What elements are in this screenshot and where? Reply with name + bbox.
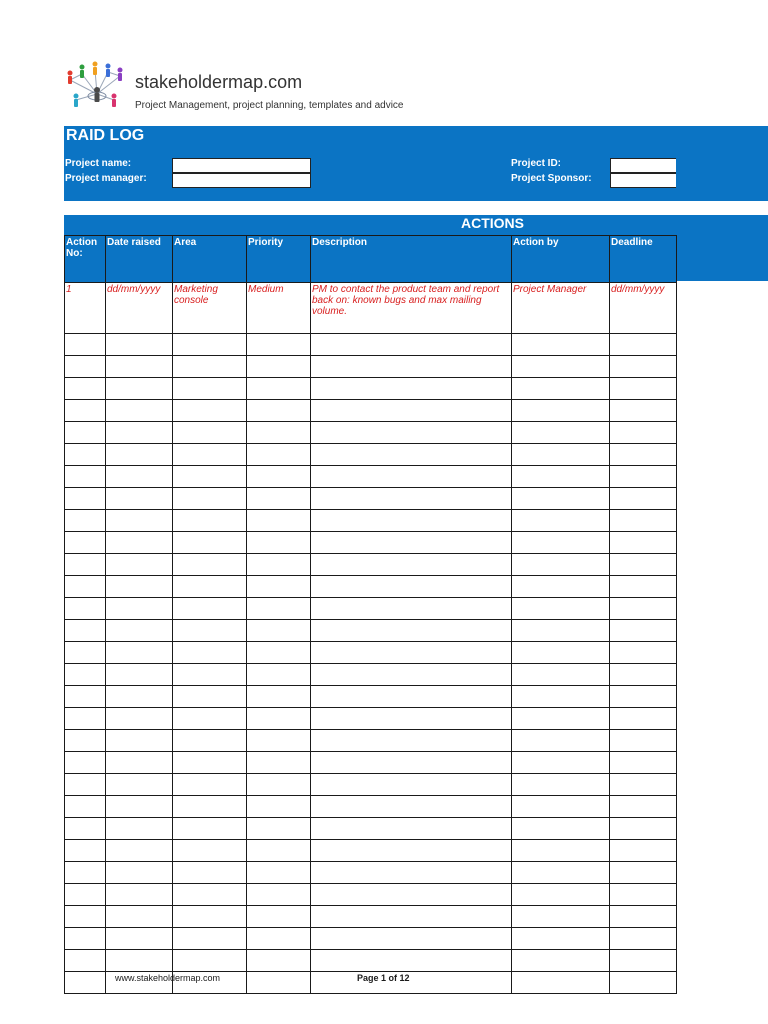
table-cell[interactable] [610,642,677,664]
table-cell[interactable] [311,422,512,444]
table-cell[interactable] [247,752,311,774]
table-cell[interactable] [106,510,173,532]
table-cell[interactable] [106,400,173,422]
table-cell[interactable] [512,664,610,686]
table-cell[interactable] [65,400,106,422]
table-cell[interactable] [173,818,247,840]
table-cell[interactable] [610,334,677,356]
table-cell[interactable] [512,532,610,554]
table-cell[interactable] [512,422,610,444]
table-cell[interactable] [106,774,173,796]
table-cell[interactable] [247,730,311,752]
table-row [65,752,677,774]
table-cell[interactable] [610,972,677,994]
table-cell[interactable] [173,686,247,708]
table-row [65,928,677,950]
table-cell[interactable] [311,356,512,378]
table-cell[interactable] [247,862,311,884]
table-cell[interactable] [512,686,610,708]
project-id-field[interactable] [610,158,676,173]
table-cell[interactable] [247,510,311,532]
table-cell[interactable] [247,532,311,554]
table-cell[interactable] [311,862,512,884]
table-cell[interactable] [106,928,173,950]
table-row [65,283,677,334]
table-cell[interactable] [311,796,512,818]
table-cell[interactable] [173,444,247,466]
table-cell[interactable] [173,752,247,774]
table-cell[interactable] [106,598,173,620]
table-row [65,840,677,862]
table-cell[interactable] [512,466,610,488]
table-cell[interactable] [311,532,512,554]
table-cell[interactable] [65,972,106,994]
table-cell[interactable] [173,928,247,950]
table-cell[interactable] [65,598,106,620]
table-cell[interactable] [65,928,106,950]
table-cell[interactable] [610,906,677,928]
table-cell[interactable] [247,576,311,598]
table-cell[interactable] [106,884,173,906]
column-header: Area [173,236,247,283]
table-cell[interactable] [512,400,610,422]
table-cell[interactable] [610,488,677,510]
table-cell[interactable] [311,642,512,664]
table-row [65,422,677,444]
table-cell[interactable] [106,466,173,488]
table-row [65,598,677,620]
brand-name: stakeholdermap.com [135,72,303,92]
table-cell[interactable] [311,466,512,488]
table-cell[interactable] [311,554,512,576]
table-cell[interactable] [173,664,247,686]
table-row [65,862,677,884]
table-cell[interactable] [610,950,677,972]
project-manager-field[interactable] [172,173,311,188]
table-cell[interactable] [106,378,173,400]
table-cell[interactable] [247,620,311,642]
table-cell[interactable] [610,884,677,906]
table-cell[interactable] [106,356,173,378]
table-cell[interactable] [311,730,512,752]
column-header: Date raised [106,236,173,283]
table-cell[interactable] [512,620,610,642]
table-cell[interactable] [610,554,677,576]
table-cell[interactable] [512,752,610,774]
table-cell[interactable] [610,620,677,642]
table-cell[interactable] [247,356,311,378]
column-header: Priority [247,236,311,283]
table-cell[interactable] [610,400,677,422]
table-row [65,950,677,972]
table-row [65,906,677,928]
table-cell[interactable] [512,334,610,356]
table-cell[interactable] [512,862,610,884]
table-cell[interactable] [311,576,512,598]
table-cell[interactable] [65,884,106,906]
table-cell[interactable] [512,774,610,796]
table-cell[interactable] [311,884,512,906]
table-cell[interactable] [106,642,173,664]
table-cell[interactable] [512,598,610,620]
table-cell[interactable] [610,752,677,774]
table-cell[interactable] [311,950,512,972]
raid-log-panel [64,126,768,201]
raid-log-title: RAID LOG [66,127,145,144]
table-cell[interactable] [173,554,247,576]
table-cell[interactable] [173,796,247,818]
actions-table [64,235,677,994]
project-sponsor-field[interactable] [610,173,676,188]
table-cell[interactable] [247,686,311,708]
table-cell[interactable] [247,906,311,928]
table-cell[interactable] [106,664,173,686]
table-row [65,686,677,708]
table-cell[interactable] [65,686,106,708]
table-cell[interactable] [173,576,247,598]
actions-title: ACTIONS [461,215,524,231]
table-cell[interactable] [65,840,106,862]
table-cell[interactable] [106,686,173,708]
column-header: Action by [512,236,610,283]
table-cell[interactable] [311,400,512,422]
table-cell[interactable] [512,818,610,840]
table-cell[interactable] [311,708,512,730]
table-row [65,532,677,554]
table-cell[interactable] [106,862,173,884]
table-cell[interactable] [512,356,610,378]
table-cell[interactable] [173,774,247,796]
document-header [62,60,522,120]
table-cell[interactable] [610,686,677,708]
table-cell[interactable] [106,334,173,356]
table-cell[interactable] [65,730,106,752]
table-row [65,576,677,598]
project-manager-label: Project manager: [65,173,147,184]
table-cell[interactable] [173,906,247,928]
table-row [65,378,677,400]
table-cell[interactable] [247,950,311,972]
table-cell[interactable] [311,906,512,928]
table-cell[interactable] [610,356,677,378]
table-cell[interactable] [247,444,311,466]
table-cell[interactable] [65,422,106,444]
table-cell[interactable] [65,444,106,466]
table-cell[interactable] [247,466,311,488]
table-cell[interactable] [106,532,173,554]
table-cell[interactable] [311,488,512,510]
table-cell[interactable] [65,334,106,356]
table-cell[interactable] [247,796,311,818]
table-cell[interactable] [311,752,512,774]
table-cell[interactable] [65,532,106,554]
table-row [65,664,677,686]
table-cell[interactable] [106,796,173,818]
table-cell[interactable] [311,598,512,620]
table-cell[interactable] [512,510,610,532]
table-cell[interactable] [65,950,106,972]
table-cell[interactable] [247,840,311,862]
project-id-label: Project ID: [511,158,562,169]
table-cell[interactable] [173,840,247,862]
table-cell[interactable] [173,532,247,554]
table-cell[interactable] [512,444,610,466]
table-cell[interactable] [173,400,247,422]
table-cell[interactable] [106,620,173,642]
table-cell[interactable] [610,840,677,862]
table-cell[interactable] [65,620,106,642]
project-sponsor-label: Project Sponsor: [511,173,592,184]
table-cell[interactable] [106,488,173,510]
table-row [65,796,677,818]
page-number: Page 1 of 12 [357,973,410,983]
table-cell[interactable] [311,444,512,466]
table-row [65,774,677,796]
table-cell[interactable] [610,576,677,598]
table-cell[interactable] [173,334,247,356]
table-cell[interactable] [610,730,677,752]
table-cell[interactable] [247,928,311,950]
table-cell[interactable] [512,642,610,664]
table-cell[interactable] [106,554,173,576]
table-cell[interactable] [106,730,173,752]
table-row [65,400,677,422]
table-cell[interactable] [106,444,173,466]
table-cell[interactable] [311,334,512,356]
table-cell[interactable] [247,488,311,510]
table-cell[interactable] [106,906,173,928]
table-cell[interactable] [247,422,311,444]
table-row [65,466,677,488]
table-cell[interactable] [247,884,311,906]
table-cell[interactable] [610,532,677,554]
table-cell[interactable] [247,972,311,994]
table-cell[interactable] [106,950,173,972]
table-cell[interactable] [247,334,311,356]
table-cell[interactable] [247,774,311,796]
table-cell[interactable] [106,576,173,598]
table-cell[interactable] [512,730,610,752]
table-cell[interactable] [65,488,106,510]
table-cell[interactable] [247,598,311,620]
table-cell[interactable] [512,488,610,510]
table-cell[interactable] [512,884,610,906]
table-row [65,554,677,576]
table-cell[interactable] [311,510,512,532]
table-cell[interactable] [512,576,610,598]
table-cell[interactable] [247,642,311,664]
table-cell[interactable] [65,796,106,818]
table-cell[interactable] [173,422,247,444]
table-cell[interactable] [65,642,106,664]
table-cell[interactable] [65,576,106,598]
table-row [65,334,677,356]
table-row [65,708,677,730]
table-cell[interactable] [512,554,610,576]
table-cell[interactable] [512,950,610,972]
table-cell[interactable] [512,972,610,994]
column-header: Action No: [65,236,106,283]
table-cell[interactable] [106,752,173,774]
table-cell[interactable] [610,466,677,488]
table-cell[interactable] [610,598,677,620]
table-cell[interactable] [311,686,512,708]
table-cell[interactable] [610,444,677,466]
table-cell[interactable] [311,664,512,686]
brand-tagline: Project Management, project planning, templates and advice [135,100,404,111]
table-cell[interactable]: PM to contact the product team and report back on: known bugs and max mailing volume. [311,283,512,334]
table-cell[interactable] [512,906,610,928]
table-row [65,620,677,642]
table-cell[interactable]: dd/mm/yyyy [106,283,173,334]
table-cell[interactable] [610,928,677,950]
table-cell[interactable] [106,422,173,444]
table-cell[interactable] [512,796,610,818]
table-cell[interactable] [512,840,610,862]
table-cell[interactable] [173,708,247,730]
table-cell[interactable] [65,510,106,532]
table-row [65,488,677,510]
table-cell[interactable] [610,796,677,818]
table-cell[interactable] [610,422,677,444]
table-cell[interactable] [610,664,677,686]
table-cell[interactable] [106,708,173,730]
table-row [65,444,677,466]
table-cell[interactable] [247,378,311,400]
table-cell[interactable] [65,774,106,796]
table-row [65,884,677,906]
table-cell[interactable] [65,378,106,400]
table-cell[interactable] [247,554,311,576]
table-cell[interactable] [610,378,677,400]
table-cell[interactable] [610,818,677,840]
table-cell[interactable] [247,400,311,422]
table-cell[interactable] [311,620,512,642]
footer-url: www.stakeholdermap.com [115,973,221,983]
table-cell[interactable] [173,862,247,884]
table-cell[interactable] [173,730,247,752]
table-cell[interactable] [65,554,106,576]
table-cell[interactable] [610,510,677,532]
table-cell[interactable] [311,840,512,862]
table-cell[interactable] [65,752,106,774]
table-cell[interactable] [247,664,311,686]
table-cell[interactable]: dd/mm/yyyy [610,283,677,334]
table-cell[interactable] [106,818,173,840]
table-cell[interactable] [173,510,247,532]
table-cell[interactable] [512,708,610,730]
table-cell[interactable] [610,708,677,730]
table-cell[interactable] [173,356,247,378]
table-cell[interactable] [311,378,512,400]
table-cell[interactable] [173,884,247,906]
table-cell[interactable]: 1 [65,283,106,334]
table-cell[interactable] [106,840,173,862]
table-cell[interactable] [65,466,106,488]
table-cell[interactable] [610,774,677,796]
table-row [65,642,677,664]
table-cell[interactable] [311,774,512,796]
table-row [65,510,677,532]
table-cell[interactable] [512,378,610,400]
table-cell[interactable] [65,862,106,884]
table-cell[interactable] [65,906,106,928]
table-cell[interactable] [311,928,512,950]
stakeholder-network-logo [62,60,132,112]
column-header: Deadline [610,236,677,283]
table-cell[interactable]: Project Manager [512,283,610,334]
table-cell[interactable]: Marketing console [173,283,247,334]
table-cell[interactable] [173,642,247,664]
table-cell[interactable] [247,818,311,840]
table-cell[interactable] [65,708,106,730]
project-name-field[interactable] [172,158,311,173]
column-header: Description [311,236,512,283]
table-cell[interactable] [610,862,677,884]
table-cell[interactable] [247,708,311,730]
table-cell[interactable] [512,928,610,950]
table-cell[interactable] [173,950,247,972]
table-cell[interactable]: Medium [247,283,311,334]
table-cell[interactable] [311,818,512,840]
project-name-label: Project name: [65,158,132,169]
table-cell[interactable] [65,356,106,378]
table-row [65,730,677,752]
table-row [65,818,677,840]
table-cell[interactable] [65,818,106,840]
actions-header-row [65,236,677,283]
table-cell[interactable] [173,598,247,620]
table-cell[interactable] [65,664,106,686]
table-row [65,356,677,378]
table-cell[interactable] [311,972,512,994]
table-cell[interactable] [173,378,247,400]
table-cell[interactable] [173,488,247,510]
table-cell[interactable] [173,466,247,488]
table-cell[interactable] [173,620,247,642]
